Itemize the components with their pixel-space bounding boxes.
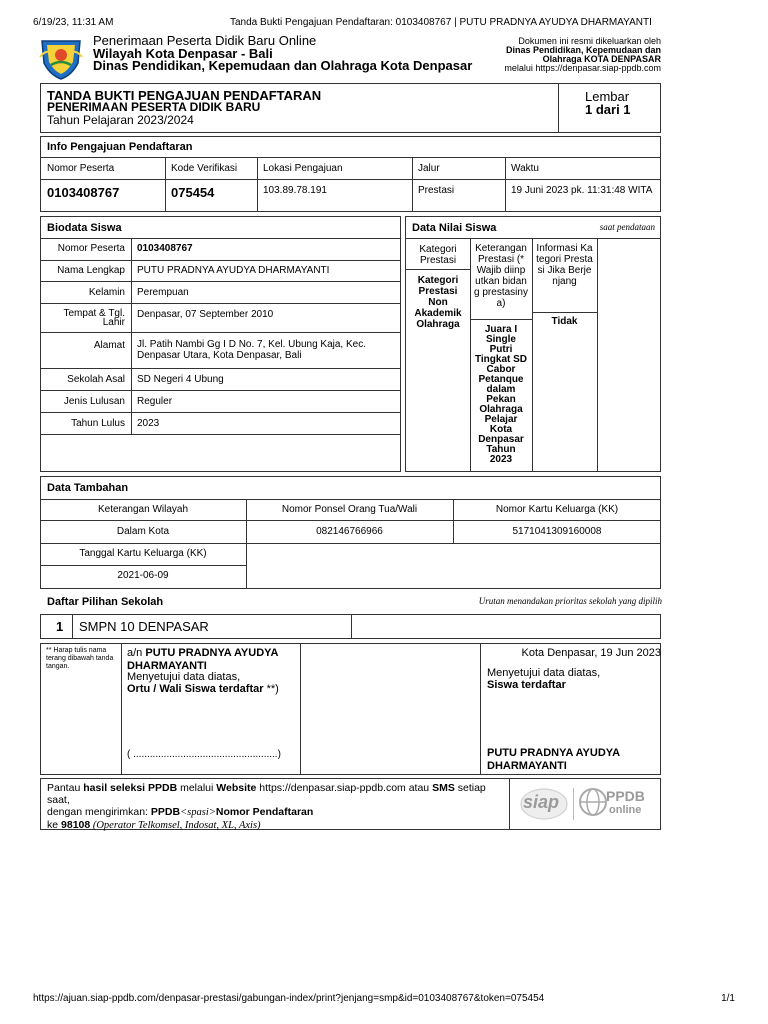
print-datetime: 6/19/23, 11:31 AM [33, 17, 114, 28]
info-header-kode: Kode Verifikasi [171, 163, 238, 174]
nilai-col1-head: Kategori Prestasi [419, 244, 457, 266]
tambahan-v-tgl-kk: 2021-06-09 [117, 570, 169, 581]
dinas-logo [38, 35, 84, 81]
doc-main-title: TANDA BUKTI PENGAJUAN PENDAFTARAN [47, 88, 322, 103]
info-value-nomor: 0103408767 [47, 185, 120, 200]
info-header-lokasi: Lokasi Pengajuan [263, 163, 343, 174]
bio-label-kelamin: Kelamin [88, 287, 125, 298]
org-right-4: melalui https://denpasar.siap-ppdb.com [504, 63, 661, 73]
org-right-3: Olahraga KOTA DENPASAR [542, 54, 661, 64]
ppdb-online-text: online [609, 804, 642, 816]
bio-label-nama: Nama Lengkap [57, 265, 125, 276]
tambahan-v-kk: 5171041309160008 [512, 526, 602, 537]
info-value-jalur: Prestasi [418, 185, 455, 196]
bio-value-lulusan: Reguler [137, 396, 173, 407]
nilai-col2-value: Juara I Single Putri Tingkat SD Cabor Petanque dalam Pekan Olahraga Pelajar Kota Denpasar Tahun 2023 [474, 324, 528, 465]
bio-value-kelamin: Perempuan [137, 287, 189, 298]
doc-year: Tahun Pelajaran 2023/2024 [47, 113, 194, 127]
info-value-waktu: 19 Juni 2023 pk. 11:31:48 WITA [511, 185, 653, 196]
sign-place-date: Kota Denpasar, 19 Jun 2023 [521, 647, 661, 659]
sign-siswa-label: Siswa terdaftar [487, 679, 566, 691]
print-doc-title: Tanda Bukti Pengajuan Pendaftaran: 0103408767 | PUTU PRADNYA AYUDYA DHARMAYANTI [230, 17, 652, 28]
org-right-1: Dokumen ini resmi dikeluarkan oleh [518, 36, 661, 46]
info-header-nomor: Nomor Peserta [47, 163, 115, 174]
sign-ortu-dots: ( ....................................................) [127, 749, 281, 760]
sign-agree-ortu: Menyetujui data diatas, [127, 671, 241, 683]
tambahan-v-wilayah: Dalam Kota [116, 526, 170, 537]
biodata-heading: Biodata Siswa [47, 222, 122, 234]
bio-value-nama: PUTU PRADNYA AYUDYA DHARMAYANTI [137, 265, 330, 276]
nilai-note: saat pendataan [599, 222, 655, 232]
info-value-kode: 075454 [171, 185, 215, 200]
ppdb-globe-icon [578, 787, 608, 817]
org-line-1: Penerimaan Peserta Didik Baru Online [93, 33, 317, 48]
lembar-value: 1 dari 1 [585, 102, 631, 117]
tambahan-h-ponsel: Nomor Ponsel Orang Tua/Wali [281, 504, 418, 515]
org-line-3: Dinas Pendidikan, Kepemudaan dan Olahraga Kota Denpasar [93, 58, 473, 73]
info-value-lokasi: 103.89.78.191 [263, 185, 327, 196]
siap-logo-text: siap [523, 792, 560, 812]
pilihan-no: 1 [56, 619, 64, 634]
bio-label-alamat: Alamat [93, 340, 125, 351]
nilai-col1-value: Kategori Prestasi Non Akademik Olahraga [414, 275, 462, 330]
pilihan-note: Urutan menandakan prioritas sekolah yang dipilih [478, 596, 662, 606]
tambahan-h-kk: Nomor Kartu Keluarga (KK) [495, 504, 619, 515]
ppdb-logo-text: PPDB [606, 788, 645, 804]
sign-an: a/n PUTU PRADNYA AYUDYA DHARMAYANTI [127, 647, 279, 672]
info-header-jalur: Jalur [418, 163, 440, 174]
siap-logo [519, 786, 569, 822]
bio-value-tahun: 2023 [137, 418, 160, 429]
tambahan-v-ponsel: 082146766966 [316, 526, 383, 537]
nilai-col3-value: Tidak [551, 316, 578, 327]
pilihan-school: SMPN 10 DENPASAR [79, 619, 209, 634]
bio-label-ttl: Tempat & Tgl. Lahir [63, 308, 125, 328]
pilihan-heading: Daftar Pilihan Sekolah [47, 596, 164, 608]
bio-label-sekolah: Sekolah Asal [67, 374, 125, 385]
sign-agree-siswa: Menyetujui data diatas, [487, 667, 601, 679]
footer-info-text: Pantau hasil seleksi PPDB melalui Website https://denpasar.siap-ppdb.com atau SMS setiap saat, dengan mengirimkan: PPDB<spasi>Nomor Pendaftaran ke 98108 (Operator Telkomsel, Indosat, XL, Axis) [47, 782, 486, 831]
bio-value-nomor: 0103408767 [137, 243, 193, 254]
nilai-col3-head: Informasi Kategori Prestasi Jika Berjenjang [536, 243, 593, 287]
bio-label-lulusan: Jenis Lulusan [63, 396, 125, 407]
info-heading: Info Pengajuan Pendaftaran [47, 141, 193, 153]
lembar-label: Lembar [585, 89, 630, 104]
bio-label-nomor: Nomor Peserta [57, 243, 125, 254]
org-right-2: Dinas Pendidikan, Kepemudaan dan [505, 45, 661, 55]
print-page: 1/1 [721, 993, 735, 1004]
tambahan-h-tgl-kk: Tanggal Kartu Keluarga (KK) [79, 548, 207, 559]
doc-sub-title: PENERIMAAN PESERTA DIDIK BARU [47, 100, 261, 114]
info-header-waktu: Waktu [511, 163, 539, 174]
bio-value-alamat: Jl. Patih Nambi Gg I D No. 7, Kel. Ubung Kaja, Kec. Denpasar Utara, Kota Denpasar, Bali [137, 339, 366, 361]
bio-label-tahun: Tahun Lulus [71, 418, 125, 429]
print-url: https://ajuan.siap-ppdb.com/denpasar-prestasi/gabungan-index/print?jenjang=smp&id=0103408767&token=075454 [33, 993, 545, 1004]
photo-note: ** Harap tulis nama terang dibawah tanda tangan. [46, 647, 114, 670]
org-line-2: Wilayah Kota Denpasar - Bali [93, 46, 273, 61]
bio-value-sekolah: SD Negeri 4 Ubung [137, 374, 224, 385]
tambahan-heading: Data Tambahan [47, 482, 129, 494]
nilai-heading: Data Nilai Siswa [412, 222, 497, 234]
sign-siswa-name: PUTU PRADNYA AYUDYA DHARMAYANTI [487, 747, 620, 772]
tambahan-h-wilayah: Keterangan Wilayah [97, 504, 189, 515]
sign-ortu-label: Ortu / Wali Siswa terdaftar **) [127, 683, 279, 695]
bio-value-ttl: Denpasar, 07 September 2010 [137, 309, 274, 320]
nilai-col2-head: Keterangan Prestasi (*Wajib diinputkan bidang prestasinya) [474, 243, 528, 309]
